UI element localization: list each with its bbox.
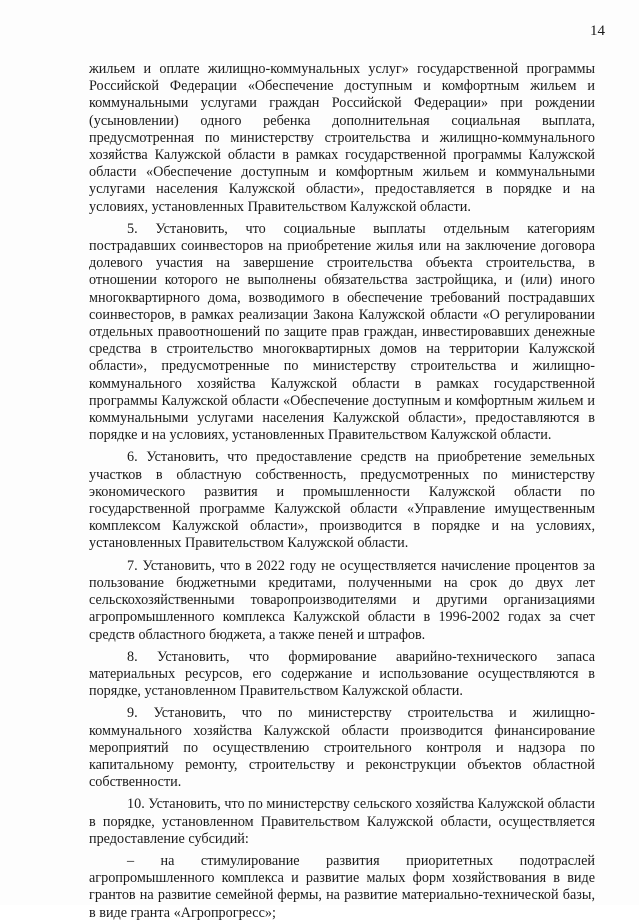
paragraph-7: 7. Установить, что в 2022 году не осуществляется начисление процентов за пользование бюджетными кредитами, полученными на срок до двух лет сельскохозяйственными товаропроизводителями и другими организациями агропромышленного комплекса Калужской области в 1996-2002 годах за счет средств областного бюджета, а также пеней и штрафов.	[89, 557, 595, 643]
paragraph-9: 9. Установить, что по министерству строительства и жилищно-коммунального хозяйства Калужской области производится финансирование мероприятий по осуществлению строительного контроля и надзора по капитальному ремонту, строительству и реконструкции объектов областной собственности.	[89, 705, 595, 791]
paragraph-5: 5. Установить, что социальные выплаты отдельным категориям пострадавших соинвесторов на приобретение жилья или на заключение договора долевого участия на завершение строительства объекта строительства, в отношении которого не выполнены обязательства застройщика, и (или) иного многоквартирного дома, возводимого в обеспечение требований пострадавших соинвесторов, в рамках реализации Закона Калужской области «О регулировании отдельных правоотношений по защите прав граждан, инвестировавших денежные средства в строительство многоквартирных домов на территории Калужской области», предусмотренные по министерству строительства и жилищно-коммунального хозяйства Калужской области в рамках государственной программы Калужской области «Обеспечение доступным и комфортным жильем и коммунальными услугами населения Калужской области», предоставляются в порядке и на условиях, установленных Правительством Калужской области.	[89, 220, 595, 444]
paragraph-10: 10. Установить, что по министерству сельского хозяйства Калужской области в порядке, установленном Правительством Калужской области, осуществляется предоставление субсидий:	[89, 796, 595, 847]
paragraph-8: 8. Установить, что формирование аварийно-технического запаса материальных ресурсов, его содержание и использование осуществляются в порядке, установленном Правительством Калужской области.	[89, 648, 595, 700]
document-body	[89, 61, 595, 922]
page-number: 14	[590, 23, 605, 39]
list-item-grants: – на стимулирование развития приоритетных подотраслей агропромышленного комплекса и развитие малых форм хозяйствования в виде грантов на развитие семейной фермы, на развитие материально-технической базы, в виде гранта «Агропрогресс»;	[89, 852, 595, 921]
paragraph-6: 6. Установить, что предоставление средств на приобретение земельных участков в областную собственность, предусмотренных по министерству экономического развития и промышленности Калужской области по государственной программе Калужской области «Управление имущественным комплексом Калужской области», производится в порядке и на условиях, установленных Правительством Калужской области.	[89, 449, 595, 552]
paragraph-continuation: жильем и оплате жилищно-коммунальных услуг» государственной программы Российской Федерации «Обеспечение доступным и комфортным жильем и коммунальными услугами граждан Российской Федерации» при рождении (усыновлении) одного ребенка дополнительная социальная выплата, предусмотренная по министерству строительства и жилищно-коммунального хозяйства Калужской области в рамках государственной программы Калужской области «Обеспечение доступным и комфортным жильем и коммунальными услугами населения Калужской области», предоставляется в порядке и на условиях, установленных Правительством Калужской области.	[89, 61, 595, 215]
